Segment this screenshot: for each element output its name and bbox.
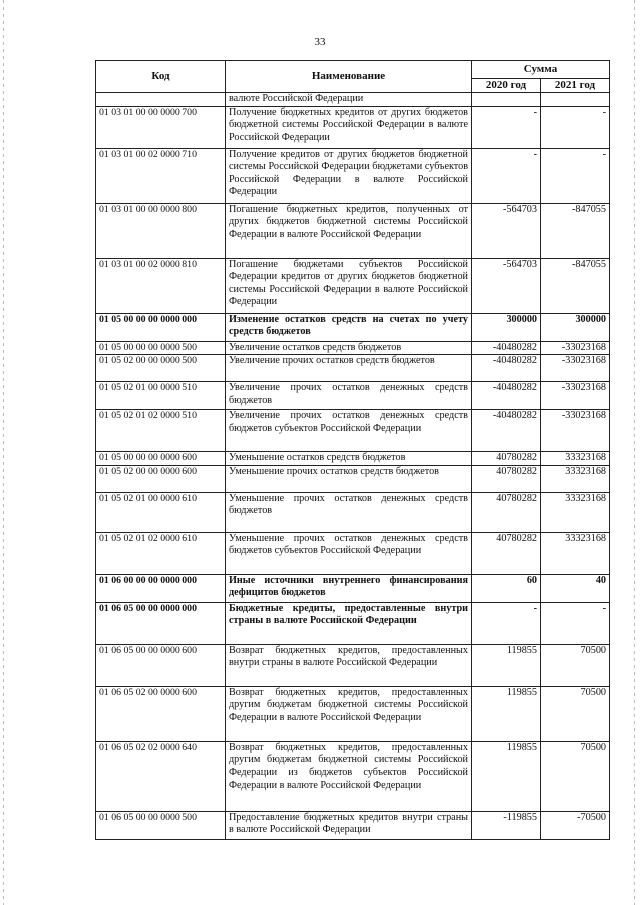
row-value-2021: 33323168 bbox=[541, 532, 610, 574]
row-name: Предоставление бюджетных кредитов внутри страны в валюте Российской Федерации bbox=[226, 811, 472, 839]
table-row bbox=[96, 686, 610, 741]
row-value-2021: 70500 bbox=[541, 741, 610, 811]
page-number: 33 bbox=[314, 36, 326, 48]
table-row bbox=[96, 355, 610, 382]
row-value-2020: -40480282 bbox=[472, 410, 541, 452]
row-name: Возврат бюджетных кредитов, предоставленных другим бюджетам бюджетной системы Российской Федерации в валюте Российской Федерации bbox=[226, 686, 472, 741]
row-name: Уменьшение прочих остатков средств бюджетов bbox=[226, 465, 472, 492]
row-value-2020: 119855 bbox=[472, 686, 541, 741]
table-row bbox=[96, 93, 610, 107]
table-row bbox=[96, 203, 610, 258]
row-value-2021 bbox=[541, 93, 610, 107]
row-name: Увеличение остатков средств бюджетов bbox=[226, 341, 472, 355]
row-name: Уменьшение прочих остатков денежных средств бюджетов субъектов Российской Федерации bbox=[226, 532, 472, 574]
row-code: 01 05 00 00 00 0000 500 bbox=[96, 341, 226, 355]
row-value-2021: - bbox=[541, 106, 610, 148]
table-row bbox=[96, 410, 610, 452]
row-code: 01 03 01 00 00 0000 700 bbox=[96, 106, 226, 148]
row-value-2021: 40 bbox=[541, 574, 610, 602]
row-name: Получение бюджетных кредитов от других бюджетов бюджетной системы Российской Федерации в валюте Российской Федерации bbox=[226, 106, 472, 148]
header-name: Наименование bbox=[226, 61, 472, 93]
row-value-2021: -33023168 bbox=[541, 341, 610, 355]
table-row bbox=[96, 644, 610, 686]
row-code: 01 05 00 00 00 0000 000 bbox=[96, 313, 226, 341]
table-row bbox=[96, 574, 610, 602]
row-name: Изменение остатков средств на счетах по учету средств бюджетов bbox=[226, 313, 472, 341]
scan-edge-left bbox=[3, 0, 4, 905]
row-name: Иные источники внутреннего финансирования дефицитов бюджетов bbox=[226, 574, 472, 602]
row-value-2020: -40480282 bbox=[472, 355, 541, 382]
row-value-2020: - bbox=[472, 602, 541, 644]
table-body bbox=[96, 93, 610, 840]
row-value-2020: 119855 bbox=[472, 741, 541, 811]
row-name: Уменьшение прочих остатков денежных средств бюджетов bbox=[226, 492, 472, 532]
table-row bbox=[96, 492, 610, 532]
row-value-2020: 40780282 bbox=[472, 492, 541, 532]
row-value-2020: - bbox=[472, 148, 541, 203]
row-name: Увеличение прочих остатков денежных средств бюджетов субъектов Российской Федерации bbox=[226, 410, 472, 452]
row-value-2020: 40780282 bbox=[472, 465, 541, 492]
row-code bbox=[96, 93, 226, 107]
budget-sources-table bbox=[95, 60, 610, 840]
row-value-2020: 60 bbox=[472, 574, 541, 602]
header-year-2020: 2020 год bbox=[472, 79, 541, 93]
row-value-2021: 70500 bbox=[541, 644, 610, 686]
row-value-2020: - bbox=[472, 106, 541, 148]
row-name: Погашение бюджетных кредитов, полученных от других бюджетов бюджетной системы Российской Федерации в валюте Российской Федерации bbox=[226, 203, 472, 258]
row-code: 01 05 02 01 02 0000 610 bbox=[96, 532, 226, 574]
row-value-2021: 33323168 bbox=[541, 465, 610, 492]
table-row bbox=[96, 465, 610, 492]
table-row bbox=[96, 148, 610, 203]
row-value-2021: -847055 bbox=[541, 203, 610, 258]
row-value-2021: 33323168 bbox=[541, 492, 610, 532]
row-value-2021: -70500 bbox=[541, 811, 610, 839]
row-value-2020: -564703 bbox=[472, 258, 541, 313]
row-name: валюте Российской Федерации bbox=[226, 93, 472, 107]
row-value-2021: - bbox=[541, 602, 610, 644]
row-value-2021: 70500 bbox=[541, 686, 610, 741]
row-value-2020: 40780282 bbox=[472, 532, 541, 574]
row-name: Уменьшение остатков средств бюджетов bbox=[226, 452, 472, 466]
row-code: 01 06 00 00 00 0000 000 bbox=[96, 574, 226, 602]
table-row bbox=[96, 382, 610, 410]
header-code: Код bbox=[96, 61, 226, 93]
row-name: Возврат бюджетных кредитов, предоставленных другим бюджетам бюджетной системы Российской Федерации из бюджетов субъектов Российской Федерации в валюте Российской Федерации bbox=[226, 741, 472, 811]
row-value-2021: -33023168 bbox=[541, 355, 610, 382]
row-value-2020 bbox=[472, 93, 541, 107]
row-code: 01 03 01 00 02 0000 810 bbox=[96, 258, 226, 313]
row-value-2020: -40480282 bbox=[472, 341, 541, 355]
row-code: 01 05 00 00 00 0000 600 bbox=[96, 452, 226, 466]
row-code: 01 05 02 01 00 0000 510 bbox=[96, 382, 226, 410]
row-value-2021: 33323168 bbox=[541, 452, 610, 466]
header-sum: Сумма bbox=[472, 61, 610, 79]
row-value-2021: 300000 bbox=[541, 313, 610, 341]
row-value-2020: 40780282 bbox=[472, 452, 541, 466]
row-value-2020: 119855 bbox=[472, 644, 541, 686]
row-code: 01 06 05 02 00 0000 600 bbox=[96, 686, 226, 741]
row-name: Получение кредитов от других бюджетов бюджетной системы Российской Федерации бюджетами субъектов Российской Федерации в валюте Российской Федерации bbox=[226, 148, 472, 203]
row-code: 01 05 02 01 00 0000 610 bbox=[96, 492, 226, 532]
table-row bbox=[96, 602, 610, 644]
table-row bbox=[96, 341, 610, 355]
row-code: 01 06 05 02 02 0000 640 bbox=[96, 741, 226, 811]
scan-edge-right bbox=[634, 0, 635, 905]
table-row bbox=[96, 258, 610, 313]
row-code: 01 06 05 00 00 0000 600 bbox=[96, 644, 226, 686]
row-code: 01 03 01 00 02 0000 710 bbox=[96, 148, 226, 203]
row-value-2021: -33023168 bbox=[541, 410, 610, 452]
table-row bbox=[96, 811, 610, 839]
row-name: Увеличение прочих остатков средств бюджетов bbox=[226, 355, 472, 382]
table-row bbox=[96, 741, 610, 811]
row-code: 01 05 02 00 00 0000 600 bbox=[96, 465, 226, 492]
row-code: 01 05 02 01 02 0000 510 bbox=[96, 410, 226, 452]
row-value-2020: -564703 bbox=[472, 203, 541, 258]
table-row bbox=[96, 532, 610, 574]
table-row bbox=[96, 106, 610, 148]
table-row bbox=[96, 452, 610, 466]
row-name: Возврат бюджетных кредитов, предоставленных внутри страны в валюте Российской Федерации bbox=[226, 644, 472, 686]
row-code: 01 06 05 00 00 0000 000 bbox=[96, 602, 226, 644]
row-value-2021: -847055 bbox=[541, 258, 610, 313]
row-code: 01 03 01 00 00 0000 800 bbox=[96, 203, 226, 258]
row-value-2021: -33023168 bbox=[541, 382, 610, 410]
row-value-2020: -119855 bbox=[472, 811, 541, 839]
row-name: Увеличение прочих остатков денежных средств бюджетов bbox=[226, 382, 472, 410]
row-name: Погашение бюджетами субъектов Российской Федерации кредитов от других бюджетов бюджетной системы Российской Федерации в валюте Российской Федерации bbox=[226, 258, 472, 313]
row-value-2021: - bbox=[541, 148, 610, 203]
row-value-2020: -40480282 bbox=[472, 382, 541, 410]
row-code: 01 06 05 00 00 0000 500 bbox=[96, 811, 226, 839]
row-name: Бюджетные кредиты, предоставленные внутри страны в валюте Российской Федерации bbox=[226, 602, 472, 644]
row-code: 01 05 02 00 00 0000 500 bbox=[96, 355, 226, 382]
header-year-2021: 2021 год bbox=[541, 79, 610, 93]
row-value-2020: 300000 bbox=[472, 313, 541, 341]
table-row bbox=[96, 313, 610, 341]
